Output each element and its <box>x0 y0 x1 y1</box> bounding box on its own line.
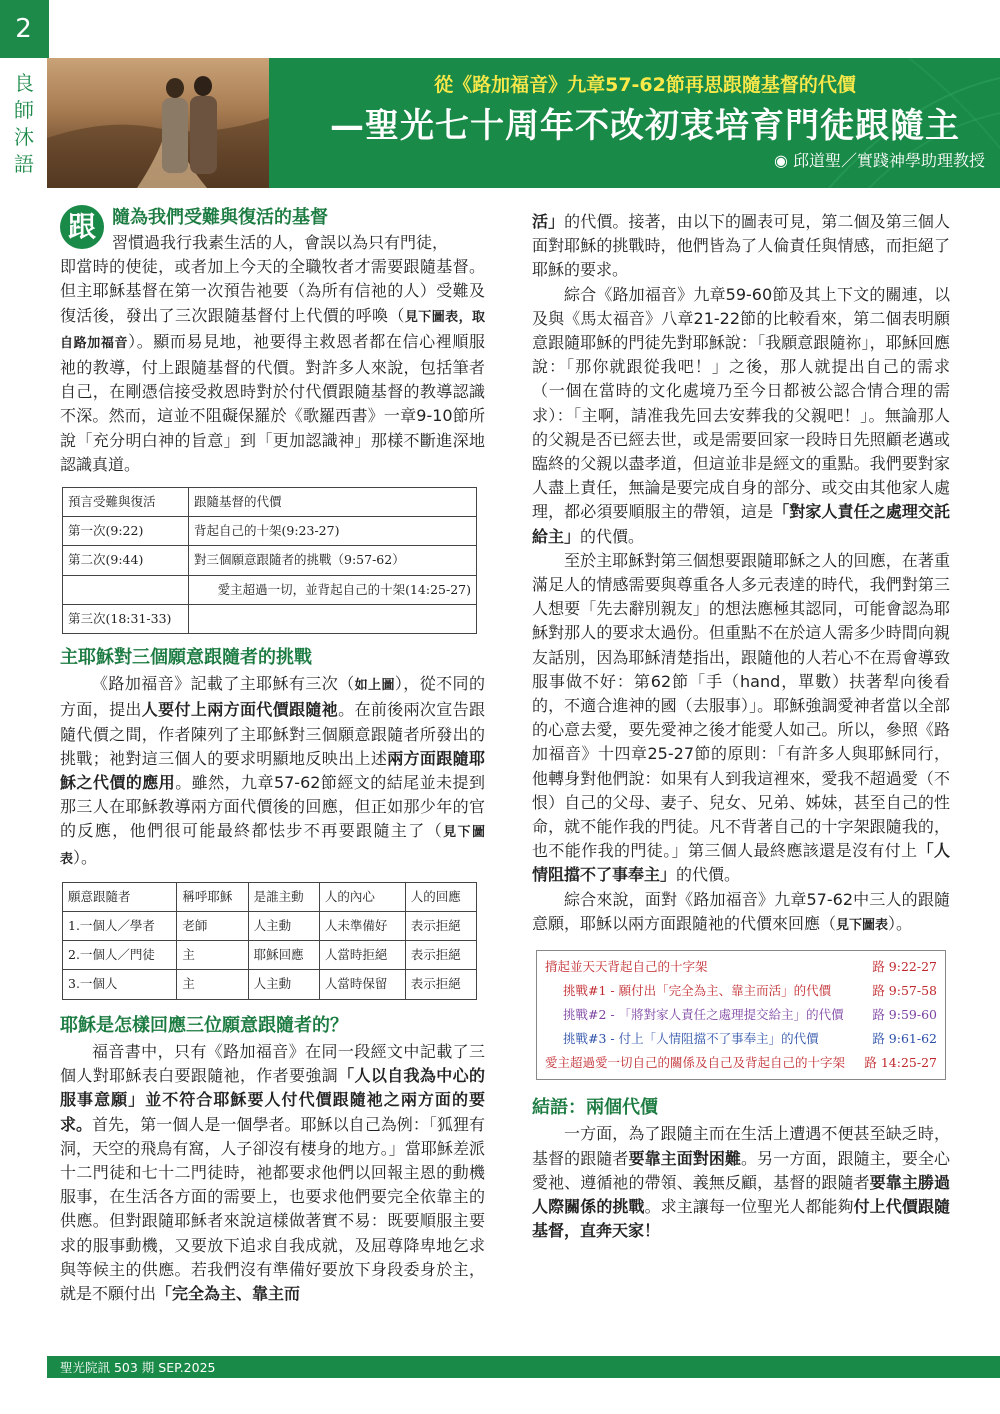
paragraph-1-start: 習慣過我行我素生活的人，會誤以為只有門徒， <box>112 233 449 252</box>
chart-row: 揹起並天天背起自己的十字架 路 9:22-27 <box>545 959 937 975</box>
section-heading-1: 隨為我們受難與復活的基督 <box>112 207 328 228</box>
paragraph-2: 《路加福音》記載了主耶穌有三次（如上圖），從不同的方面，提出人要付上兩方面代價跟隨祂。在前後兩次宣告跟隨代價之間，作者陳列了主耶穌對三個願意跟隨者所發出的挑戰；祂對這三個人的要求明顯地反映出上述兩方面跟隨耶穌之代價的應用。雖然，九章57-62節經文的結尾並未提到那三人在耶穌教導兩方面代價後的回應，但正如那少年的官的反應，他們很可能最終都怯步不再要跟隨主了（見下圖表）。 <box>60 674 485 867</box>
paragraph-4: 活」的代價。接著，由以下的圖表可見，第二個及第三個人面對耶穌的挑戰時，他們皆為了人倫責任與情感，而拒絕了耶穌的要求。 <box>532 212 950 280</box>
chart-row: 挑戰#3 - 付上「人情阻擋不了事奉主」的代價 路 9:61-62 <box>563 1031 937 1047</box>
cost-chart <box>536 950 946 1080</box>
column-name: 良師沐語 <box>14 71 34 176</box>
article-title: —聖光七十周年不改初衷培育門徒跟隨主 <box>330 106 960 146</box>
left-column <box>60 205 485 1306</box>
page-number: 2 <box>0 0 47 58</box>
author-line: ◉ 邱道聖／實踐神學助理教授 <box>773 151 985 170</box>
section-heading-4: 結語：兩個代價 <box>532 1097 658 1119</box>
right-column <box>532 210 950 1243</box>
paragraph-7: 綜合來說，面對《路加福音》九章57-62中三人的跟隨意願，耶穌以兩方面跟隨祂的代價來回應（見下圖表）。 <box>532 889 950 933</box>
paragraph-1: 即當時的使徒，或者加上今天的全職牧者才需要跟隨基督。但主耶穌基督在第一次預告祂要（為所有信祂的人）受難及復活後，發出了三次跟隨基督付上代價的呼喚（見下圖表，取自路加福音）。顯而易見地，祂要得主救恩者都在信心裡順服祂的教導，付上跟隨基督的代價。對許多人來說，包括筆者自己，在剛憑信接受救恩時對於付代價跟隨基督的教導認識不深。然而，這並不阻礙保羅於《歌羅西書》一章9-10節所說「充分明白神的旨意」到「更加認識神」那樣不斷進深地認識真道。 <box>60 257 485 474</box>
chart-row: 挑戰#2 - 「將對家人責任之處理提交給主」的代價 路 9:59-60 <box>563 1007 937 1023</box>
paragraph-5: 綜合《路加福音》九章59-60節及其上下文的關連，以及與《馬太福音》八章21-22節的比較看來，第二個表明願意跟隨耶穌的門徒先對耶穌說：「我願意跟隨祢」，耶穌回應說：「那你就跟從我吧！」之後，那人就提出自己的需求（一個在當時的文化處境乃至今日都被公認合情合理的需求）：「主啊，請准我先回去安葬我的父親吧！」。無論那人的父親是否已經去世，或是需要回家一段時日先照顧老邁或臨終的父親以盡孝道，但這並非是經文的重點。我們要對家人盡上責任，無論是要完成自身的部分、或交由其他家人處理，都必須要順服主的帶領，這是「對家人責任之處理交託給主」的代價。 <box>532 284 950 546</box>
table-three-followers: 願意跟隨者 稱呼耶穌 是誰主動 人的內心 人的回應 1.一個人／學者 老師 人主動 人未準備好 表示拒絕 2.一個人／門徒 主 耶穌回應 人當時拒絕 表示拒絕 3.一個人 主 人主動 人當時保留 表示拒絕 <box>62 882 477 1000</box>
paragraph-8: 一方面，為了跟隨主而在生活上遭遇不便甚至缺乏時，基督的跟隨者要靠主面對困難。另一方面，跟隨主，要全心愛祂、遵循祂的帶領、義無反顧，基督的跟隨者要靠主勝過人際關係的挑戰。求主讓每一位聖光人都能夠付上代價跟隨基督，直奔天家！ <box>532 1124 950 1241</box>
article-subtitle: 從《路加福音》九章57-62節再思跟隨基督的代價 <box>434 74 856 96</box>
paragraph-6: 至於主耶穌對第三個想要跟隨耶穌之人的回應，在著重滿足人的情感需要與尊重各人多元表達的時代，我們對第三人想要「先去辭別親友」的想法應極其認同，可能會認為耶穌對那人的要求太過份。但重點不在於這人需多少時間向親友話別，因為耶穌清楚指出，跟隨他的人若心不在焉會導致服事做不好：第62節「手（hand，單數）扶著犁向後看的，不適合進神的國（去服事）」。耶穌強調愛神者當以全部的心意去愛，要先愛神之後才能愛人如己。所以，參照《路加福音》十四章25-27節的原則：「有許多人與耶穌同行，他轉身對他們說：如果有人到我這裡來，愛我不超過愛（不恨）自己的父母、妻子、兒女、兄弟、姊妹，甚至自己的性命，就不能作我的門徒。凡不背著自己的十字架跟隨我的，也不能作我的門徒。」第三個人最終應該還是沒有付上「人情阻擋不了事奉主」的代價。 <box>532 550 950 885</box>
paragraph-3: 福音書中，只有《路加福音》在同一段經文中記載了三個人對耶穌表白要跟隨祂，作者要強調「人以自我為中心的服事意願」並不符合耶穌要人付代價跟隨祂之兩方面的要求。首先，第一個人是一個學者。耶穌以自己為例：「狐狸有洞，天空的飛鳥有窩，人子卻沒有棲身的地方。」當耶穌差派十二門徒和七十二門徒時，祂都要求他們以回報主恩的動機服事，在生活各方面的需要上，也要求他們要完全依靠主的供應。但對跟隨耶穌者來說這樣做著實不易：既要順服主要求的服事動機，又要放下追求自我成就，及屈尊降卑地乞求與等候主的供應。若我們沒有準備好要放下身段委身於主，就是不願付出「完全為主、靠主而 <box>60 1041 485 1303</box>
drop-cap: 跟 <box>60 205 104 249</box>
chart-row: 挑戰#1 - 願付出「完全為主、靠主而活」的代價 路 9:57-58 <box>563 983 937 999</box>
chart-row: 愛主超過愛一切自己的關係及自己及背起自己的十字架 路 14:25-27 <box>545 1055 937 1071</box>
section-heading-2: 主耶穌對三個願意跟隨者的挑戰 <box>60 647 312 669</box>
header-photo <box>47 58 269 188</box>
table-prophecy-cost: 預言受難與復活 跟隨基督的代價 第一次(9:22) 背起自己的十架(9:23-27) 第二次(9:44) 對三個願意跟隨者的挑戰（9:57-62） 愛主超過一切，並背起自己的十架(14:25-27) 第三次(18:31-33) <box>62 487 477 634</box>
section-heading-3: 耶穌是怎樣回應三位願意跟隨者的？ <box>60 1014 348 1036</box>
footer-text: 聖光院訊 503 期 SEP.2025 <box>60 1360 216 1375</box>
